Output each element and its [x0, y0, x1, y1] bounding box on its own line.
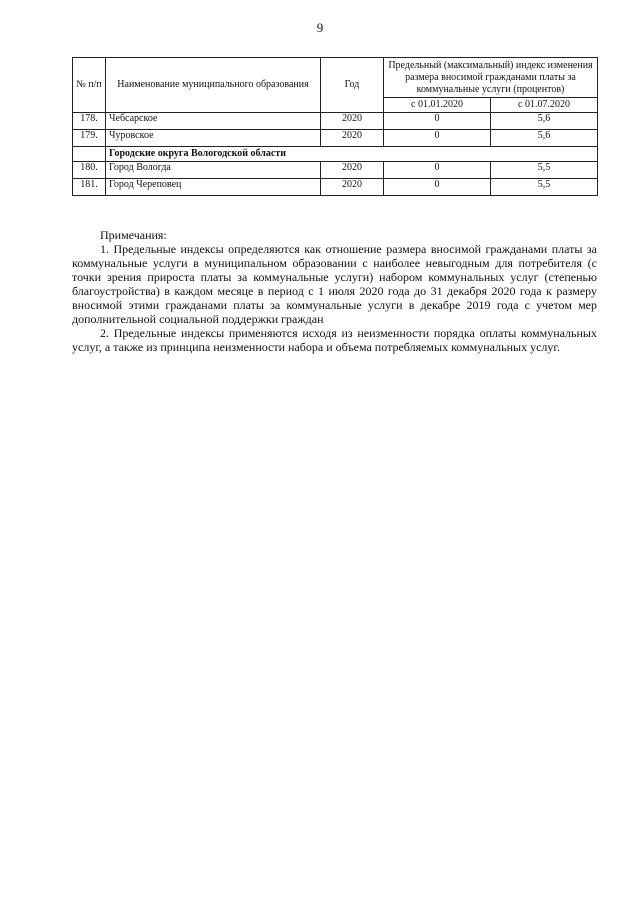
table-row [73, 113, 598, 130]
row-number: 181. [73, 179, 106, 196]
note-item-2: 2. Предельные индексы применяются исходя из неизменности порядка оплаты коммунальных услуг, а также из принципа неизменности набора и объема потребляемых коммунальных услуг. [72, 326, 597, 354]
notes-section [72, 228, 597, 354]
row-index-jan: 0 [384, 162, 491, 179]
table-row [73, 130, 598, 147]
group-label: Городские округа Вологодской области [106, 147, 598, 162]
row-number: 180. [73, 162, 106, 179]
row-index-jan: 0 [384, 130, 491, 147]
row-index-jul: 5,6 [491, 113, 598, 130]
header-date-1: с 01.01.2020 [384, 98, 491, 113]
row-index-jan: 0 [384, 113, 491, 130]
group-spacer [73, 147, 106, 162]
header-date-2: с 01.07.2020 [491, 98, 598, 113]
row-name: Город Вологда [106, 162, 321, 179]
row-name: Чебсарское [106, 113, 321, 130]
note-item-1: 1. Предельные индексы определяются как отношение размера вносимой гражданами платы за коммунальные услуги в муниципальном образовании с наиболее невыгодным для потребителя (с точки зрения прироста платы за коммунальные услуги) набором коммунальных услуг (степенью благоустройства) в каждом месяце в период с 1 июля 2020 года до 31 декабря 2020 года к размеру вносимой этими гражданами платы за коммунальные услуги в декабре 2019 года с учетом мер дополнительной социальной поддержки граждан [72, 242, 597, 326]
header-num: № п/п [73, 58, 106, 113]
notes-title: Примечания: [100, 228, 167, 242]
row-year: 2020 [321, 179, 384, 196]
row-index-jul: 5,5 [491, 162, 598, 179]
row-index-jul: 5,6 [491, 130, 598, 147]
table-row [73, 162, 598, 179]
row-number: 179. [73, 130, 106, 147]
header-year: Год [321, 58, 384, 113]
table-row [73, 179, 598, 196]
row-year: 2020 [321, 162, 384, 179]
row-index-jan: 0 [384, 179, 491, 196]
header-index: Предельный (максимальный) индекс изменения размера вносимой гражданами платы за коммунальные услуги (процентов) [384, 58, 598, 98]
row-year: 2020 [321, 113, 384, 130]
row-index-jul: 5,5 [491, 179, 598, 196]
row-name: Город Череповец [106, 179, 321, 196]
row-number: 178. [73, 113, 106, 130]
header-name: Наименование муниципального образования [106, 58, 321, 113]
page-number: 9 [316, 20, 324, 35]
group-row [73, 147, 598, 162]
row-year: 2020 [321, 130, 384, 147]
index-table [72, 57, 598, 196]
row-name: Чуровское [106, 130, 321, 147]
